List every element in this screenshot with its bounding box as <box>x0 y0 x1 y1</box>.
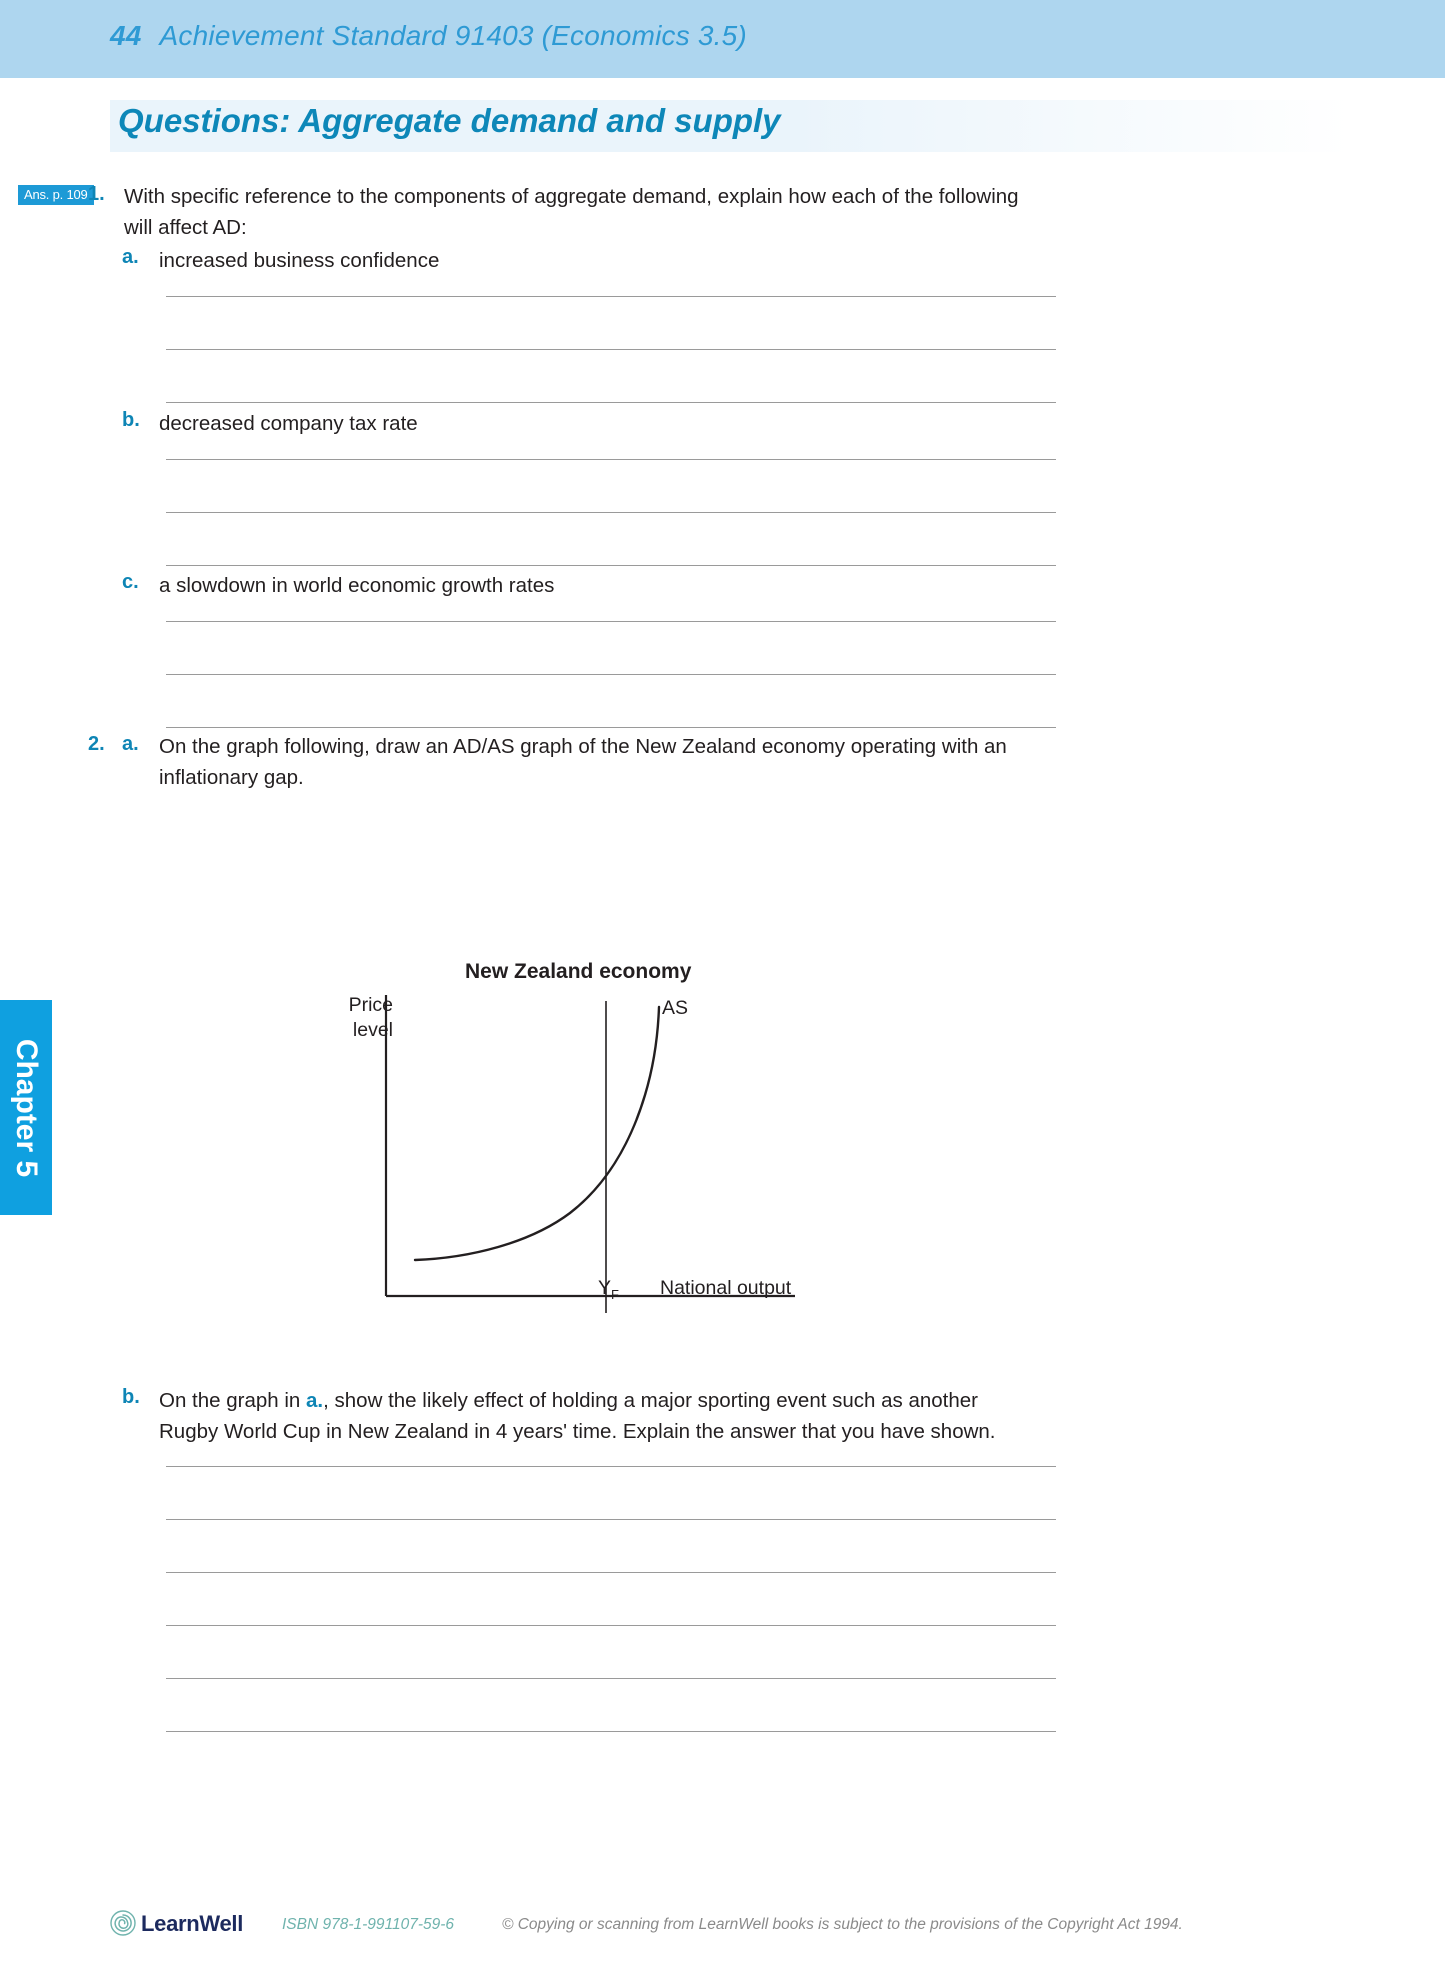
achievement-standard-label: Achievement Standard 91403 (Economics 3.5) <box>159 20 747 51</box>
answer-rule[interactable] <box>166 1466 1056 1467</box>
x-axis-label: National output <box>660 1277 792 1299</box>
footer-copyright: © Copying or scanning from LearnWell books is subject to the provisions of the Copyright Act 1994. <box>502 1916 1183 1933</box>
yf-base: Y <box>598 1277 612 1299</box>
answer-rule[interactable] <box>166 1678 1056 1679</box>
graph-title: New Zealand economy <box>465 960 692 983</box>
answer-rule[interactable] <box>166 296 1056 297</box>
answer-rule[interactable] <box>166 512 1056 513</box>
question-1c-label: c. <box>122 571 139 593</box>
question-1a-label: a. <box>122 246 139 268</box>
answer-rule[interactable] <box>166 674 1056 675</box>
answer-rule[interactable] <box>166 1625 1056 1626</box>
as-curve-label: AS <box>662 997 689 1019</box>
as-curve <box>415 1007 659 1260</box>
ad-as-graph <box>330 955 890 1355</box>
question-2b-label: b. <box>122 1386 140 1408</box>
question-1b-label: b. <box>122 409 140 431</box>
spiral-logo-icon <box>110 1910 136 1936</box>
footer-isbn: ISBN 978-1-991107-59-6 <box>282 1916 455 1933</box>
page-header-band <box>0 0 1445 78</box>
answer-rule[interactable] <box>166 402 1056 403</box>
question-2-number: 2. <box>88 733 105 755</box>
answer-page-badge[interactable]: Ans. p. 109 <box>18 185 94 205</box>
answer-rule[interactable] <box>166 349 1056 350</box>
answer-rule[interactable] <box>166 1519 1056 1520</box>
question-1c-text: a slowdown in world economic growth rates <box>159 574 555 597</box>
question-2a-label: a. <box>122 733 139 755</box>
question-2a-text: On the graph following, draw an AD/AS graph of the New Zealand economy operating with an inflationary gap. <box>159 735 1007 789</box>
learnwell-wordmark: LearnWell <box>141 1911 244 1936</box>
y-axis-label-line2: level <box>352 1019 393 1041</box>
chapter-tab-label: Chapter 5 <box>10 1038 43 1177</box>
answer-rule[interactable] <box>166 727 1056 728</box>
page-number: 44 <box>110 20 142 51</box>
question-1-number: 1. <box>88 183 105 205</box>
question-1-stem: With specific reference to the components of aggregate demand, explain how each of the following will affect AD: <box>124 185 1019 239</box>
answer-rule[interactable] <box>166 565 1056 566</box>
full-employment-label <box>598 1277 619 1302</box>
question-2b-lead: On the graph in <box>159 1389 307 1412</box>
question-1a-text: increased business confidence <box>159 249 440 272</box>
chapter-tab <box>0 1000 52 1215</box>
question-1b-text: decreased company tax rate <box>159 412 418 435</box>
question-2b-text <box>159 1385 1039 1447</box>
answer-rule[interactable] <box>166 1572 1056 1573</box>
answer-rule[interactable] <box>166 1731 1056 1732</box>
question-2b-tail: , show the likely effect of holding a major sporting event such as another Rugby World Cup in New Zealand in 4 years' time. Explain the answer that you have shown. <box>159 1389 996 1443</box>
page-header-title <box>110 20 747 52</box>
answer-rule[interactable] <box>166 459 1056 460</box>
answer-rule[interactable] <box>166 621 1056 622</box>
yf-subscript: F <box>611 1286 619 1302</box>
question-2b-ref: a. <box>306 1389 324 1412</box>
page-footer <box>110 1908 1360 1948</box>
section-title: Questions: Aggregate demand and supply <box>118 102 781 139</box>
section-title-banner <box>110 100 1350 152</box>
y-axis-label-line1: Price <box>348 994 393 1016</box>
